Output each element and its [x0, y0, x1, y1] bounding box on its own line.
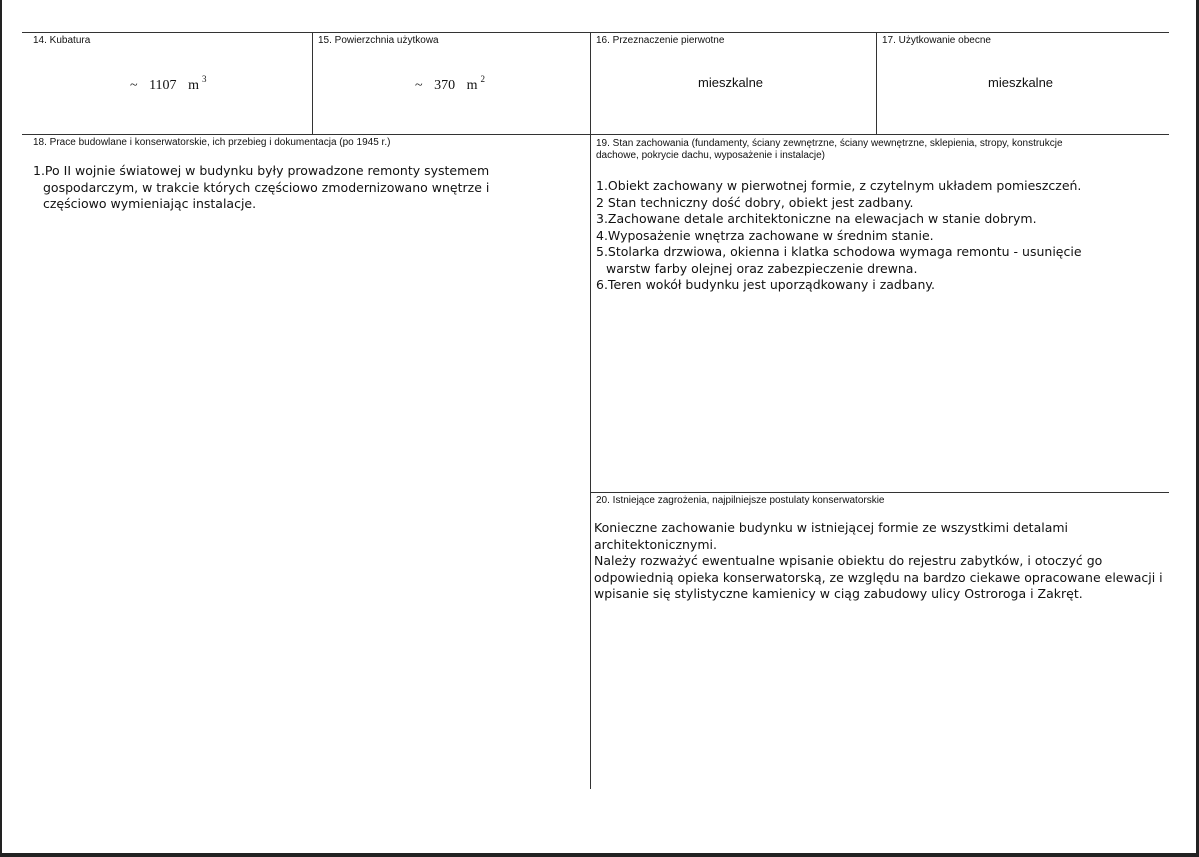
- approx-sign: ~: [415, 78, 423, 93]
- kubatura-unit: m: [188, 78, 199, 93]
- field-kubatura-label: 14. Kubatura: [33, 35, 91, 46]
- field-uzytkowanie-label: 17. Użytkowanie obecne: [882, 35, 991, 46]
- row-divider-20: [590, 492, 1169, 493]
- field-kubatura-value: [130, 74, 206, 94]
- list-item: 5.Stolarka drzwiowa, okienna i klatka schodowa wymaga remontu - usunięcie warstw farby olejnej oraz zabezpieczenie drewna.: [596, 244, 1082, 276]
- field-przeznaczenie-label: 16. Przeznaczenie pierwotne: [596, 35, 725, 46]
- stan-list: [596, 178, 1091, 294]
- divider-16-17: [876, 32, 877, 135]
- field-powierzchnia-value: [415, 74, 485, 94]
- powierzchnia-unit-exponent: 2: [480, 74, 485, 84]
- list-item: 4.Wyposażenie wnętrza zachowane w średnim stanie.: [596, 227, 934, 243]
- kubatura-number: 1107: [149, 78, 177, 93]
- powierzchnia-unit: m: [466, 78, 478, 93]
- section-stan-label: 19. Stan zachowania (fundamenty, ściany zewnętrzne, ściany wewnętrzne, sklepienia, stropy, konstrukcje dachowe, pokrycie dachu, wyposażenie i instalacje): [596, 138, 1063, 161]
- list-item: 3.Zachowane detale architektoniczne na elewacjach w stanie dobrym.: [596, 211, 1037, 226]
- divider-14-15: [312, 32, 313, 135]
- list-item: 1.Obiekt zachowany w pierwotnej formie, z czytelnym układem pomieszczeń.: [596, 178, 1082, 193]
- zagrozenia-paragraph: Należy rozważyć ewentualne wpisanie obiektu do rejestru zabytków, i otoczyć go odpowiednią opieka konserwatorską, ze względu na bardzo ciekawe opracowane elewacji i wpisanie się stylistyczne kamienicy w ciąg zabudowy ulicy Ostroroga i Zakręt.: [594, 553, 1163, 601]
- prace-list: [33, 163, 523, 213]
- page-border-bottom: [0, 853, 1199, 857]
- list-item: 2 Stan techniczny dość dobry, obiekt jest zadbany.: [596, 194, 914, 210]
- page-border-left: [0, 0, 2, 857]
- row-divider-18-19: [22, 134, 1169, 135]
- section-zagrozenia-label: 20. Istniejące zagrożenia, najpilniejsze postulaty konserwatorskie: [596, 495, 885, 506]
- top-row-rule: [22, 32, 1169, 33]
- list-item: 6.Teren wokół budynku jest uporządkowany i zadbany.: [596, 277, 935, 292]
- section-prace-body: [33, 163, 523, 213]
- kubatura-unit-exponent: 3: [201, 74, 207, 84]
- zagrozenia-paragraph: Konieczne zachowanie budynku w istniejącej formie ze wszystkimi detalami architektonicznymi.: [594, 520, 1069, 552]
- section-stan-body: [596, 178, 1091, 294]
- powierzchnia-number: 370: [434, 78, 456, 93]
- field-powierzchnia-label: 15. Powierzchnia użytkowa: [318, 35, 439, 46]
- section-zagrozenia-body: [594, 520, 1168, 603]
- field-uzytkowanie-value: mieszkalne: [988, 75, 1054, 90]
- section-prace-label: 18. Prace budowlane i konserwatorskie, ich przebieg i dokumentacja (po 1945 r.): [33, 137, 391, 148]
- approx-sign: ~: [130, 78, 138, 93]
- field-przeznaczenie-value: mieszkalne: [698, 75, 764, 90]
- list-item: 1.Po II wojnie światowej w budynku były prowadzone remonty systemem gospodarczym, w trakcie których częściowo zmodernizowano wnętrze i częściowo wymieniając instalacje.: [33, 163, 490, 211]
- divider-15-16: [590, 32, 591, 789]
